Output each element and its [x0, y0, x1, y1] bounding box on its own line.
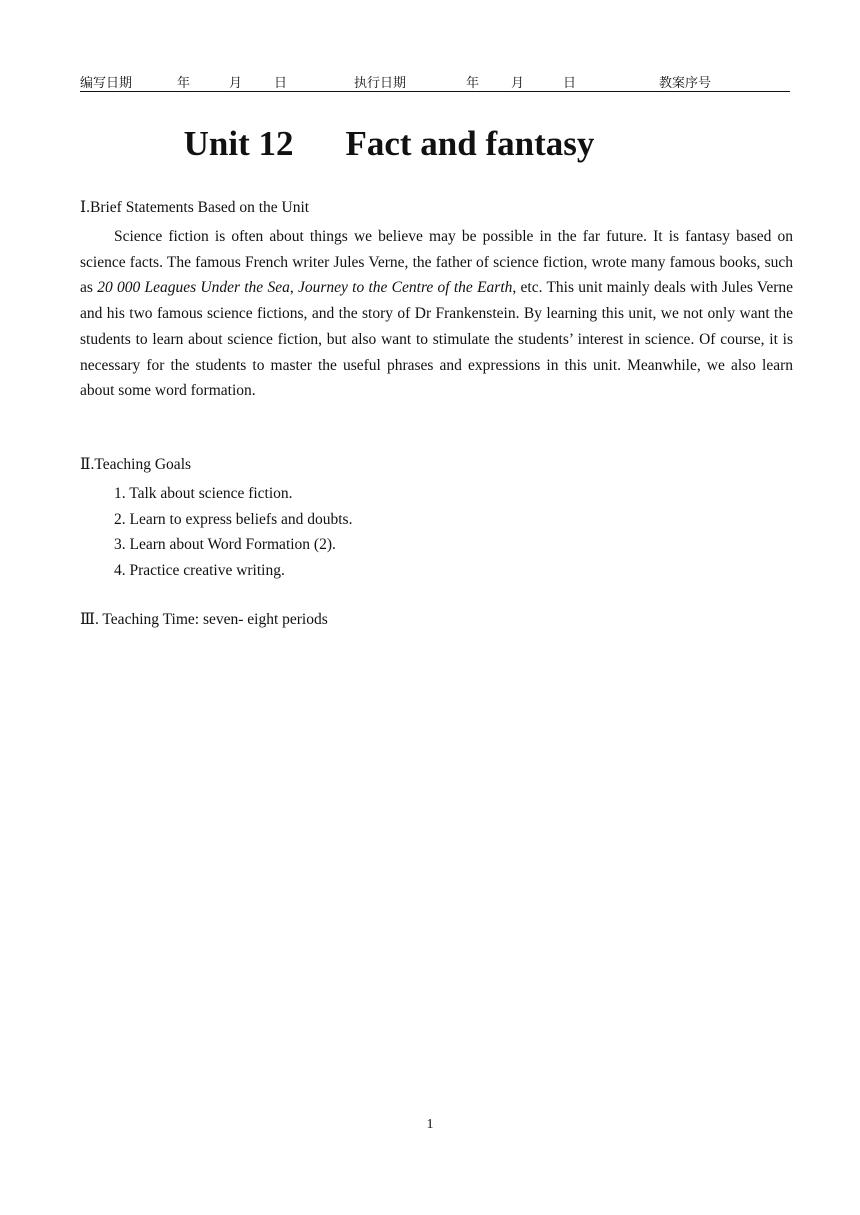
goal-item: 2. Learn to express beliefs and doubts.	[114, 510, 353, 528]
book-title-journey: Journey to the Centre of the Earth	[297, 279, 513, 297]
compile-year-label: 年	[177, 75, 191, 90]
compile-date-label: 编写日期	[80, 75, 133, 90]
goal-item: 4. Practice creative writing.	[114, 562, 285, 580]
page-number: 1	[426, 1117, 434, 1132]
book-title-leagues: 20 000 Leagues Under the Sea	[97, 279, 290, 297]
summary-text-part-1: Science fiction is often about things we believe may be possible in the far future. It is fantasy based on science facts. The famous French writer Jules Verne, the father of science fiction, wrote many famous books, such as	[80, 228, 793, 297]
book-separator: ,	[289, 279, 298, 297]
section-heading-brief-statements: Ⅰ.Brief Statements Based on the Unit	[80, 199, 310, 216]
compile-month-label: 月	[229, 75, 243, 90]
goal-item: 1. Talk about science fiction.	[114, 485, 293, 502]
unit-name: Fact and fantasy	[345, 124, 595, 163]
execute-year-label: 年	[466, 75, 480, 90]
compile-day-label: 日	[274, 75, 288, 90]
unit-summary-paragraph	[80, 224, 793, 404]
execute-month-label: 月	[511, 75, 525, 90]
execute-day-label: 日	[563, 75, 577, 90]
unit-number: Unit 12	[183, 124, 294, 163]
summary-text-part-2: , etc. This unit mainly deals with Jules Verne and his two famous science fictions, and the story of Dr Frankenstein. By learning this unit, we not only want the students to learn about science fiction, but also want to stimulate the students’ interest in science. Of course, it is necessary for the students to master the useful phrases and expressions in this unit. Meanwhile, we also learn about some word formation.	[80, 279, 794, 400]
page-header	[80, 71, 790, 92]
section-heading-teaching-time: Ⅲ. Teaching Time: seven- eight periods	[80, 611, 328, 628]
page-title	[0, 124, 860, 164]
teaching-goals-list	[114, 481, 352, 584]
goal-item: 3. Learn about Word Formation (2).	[114, 536, 336, 554]
lesson-number-label: 教案序号	[659, 75, 712, 90]
section-heading-teaching-goals: Ⅱ.Teaching Goals	[80, 456, 192, 473]
execute-date-label: 执行日期	[354, 75, 407, 90]
